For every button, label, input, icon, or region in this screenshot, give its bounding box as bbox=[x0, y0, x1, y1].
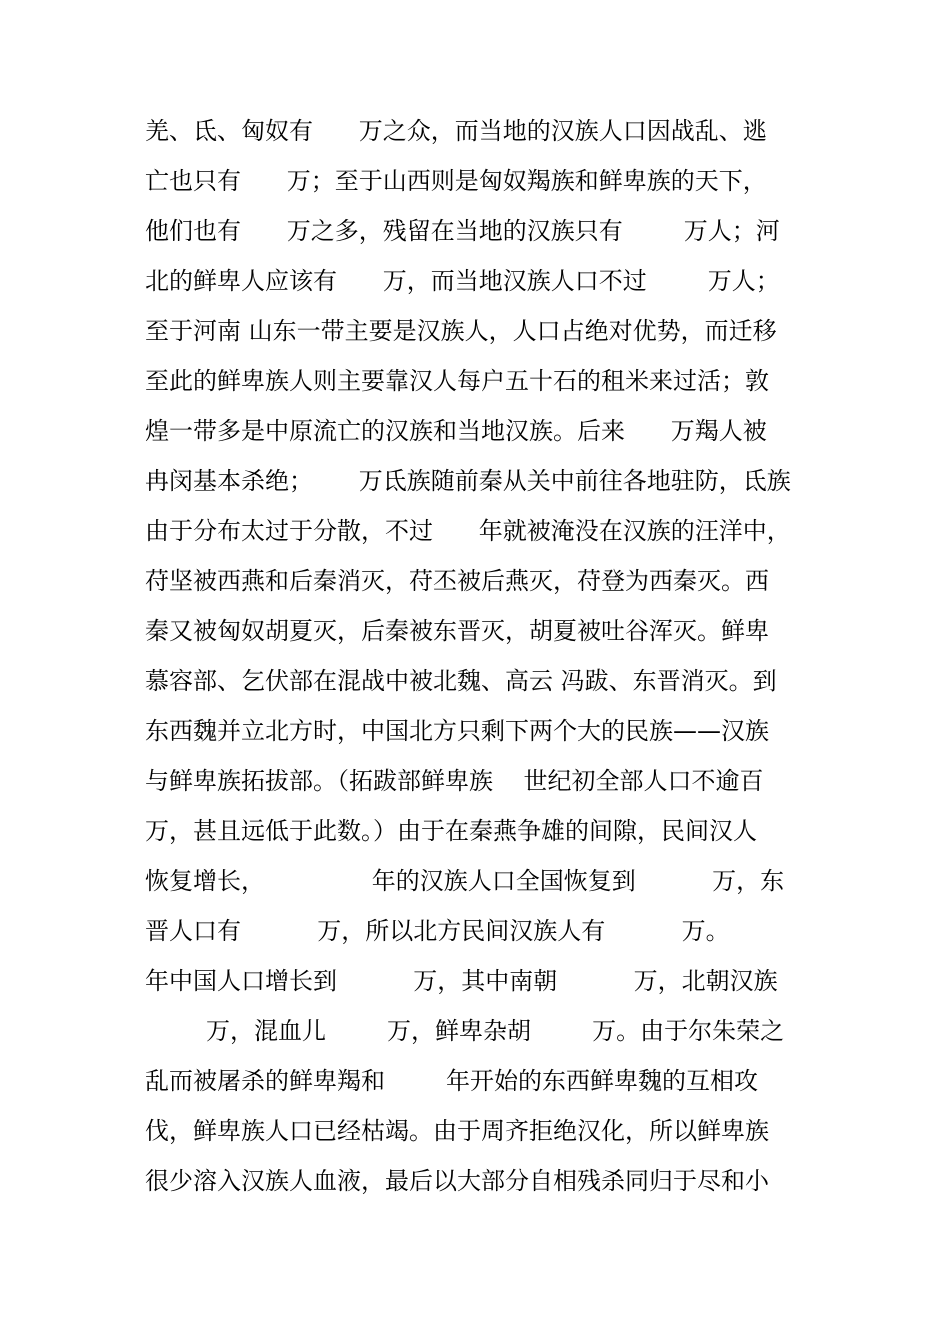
text-line: 恢复增长， 年的汉族人口全国恢复到 万，东 bbox=[145, 867, 785, 895]
text-line: 由于分布太过于分散，不过 年就被淹没在汉族的汪洋中， bbox=[145, 517, 791, 545]
text-line: 煌一带多是中原流亡的汉族和当地汉族。后来 万羯人被 bbox=[145, 417, 767, 445]
text-line: 万，混血儿 万，鲜卑杂胡 万。由于尔朱荣之 bbox=[145, 1017, 785, 1045]
text-line: 晋人口有 万，所以北方民间汉族人有 万。 bbox=[145, 917, 730, 945]
text-line: 至此的鲜卑族人则主要靠汉人每户五十石的租米来过活；敦 bbox=[145, 367, 769, 395]
text-line: 羌、氐、匈奴有 万之众，而当地的汉族人口因战乱、逃 bbox=[145, 117, 767, 145]
text-line: 年中国人口增长到 万，其中南朝 万，北朝汉族 bbox=[145, 967, 778, 995]
text-line: 亡也只有 万；至于山西则是匈奴羯族和鲜卑族的天下， bbox=[145, 167, 767, 195]
text-line: 北的鲜卑人应该有 万，而当地汉族人口不过 万人； bbox=[145, 267, 780, 295]
text-line: 至于河南 山东一带主要是汉族人，人口占绝对优势，而迁移 bbox=[145, 317, 777, 345]
text-line: 苻坚被西燕和后秦消灭，苻丕被后燕灭，苻登为西秦灭。西 bbox=[145, 567, 769, 595]
text-line: 伐，鲜卑族人口已经枯竭。由于周齐拒绝汉化，所以鲜卑族 bbox=[145, 1117, 769, 1145]
text-line: 东西魏并立北方时，中国北方只剩下两个大的民族——汉族 bbox=[145, 717, 769, 745]
text-line: 秦又被匈奴胡夏灭，后秦被东晋灭，胡夏被吐谷浑灭。鲜卑 bbox=[145, 617, 769, 645]
text-line: 冉闵基本杀绝； 万氐族随前秦从关中前往各地驻防，氐族 bbox=[145, 467, 791, 495]
text-line: 慕容部、乞伏部在混战中被北魏、高云 冯跋、东晋消灭。到 bbox=[145, 667, 777, 695]
text-line: 很少溶入汉族人血液，最后以大部分自相残杀同归于尽和小 bbox=[145, 1167, 769, 1195]
text-line: 与鲜卑族拓拔部。（拓跋部鲜卑族 世纪初全部人口不逾百 bbox=[145, 767, 764, 795]
text-line: 乱而被屠杀的鲜卑羯和 年开始的东西鲜卑魏的互相攻 bbox=[145, 1067, 759, 1095]
body-text bbox=[145, 106, 815, 1206]
text-line: 他们也有 万之多，残留在当地的汉族只有 万人；河 bbox=[145, 217, 780, 245]
text-line: 万，甚且远低于此数。）由于在秦燕争雄的间隙，民间汉人 bbox=[145, 817, 757, 845]
